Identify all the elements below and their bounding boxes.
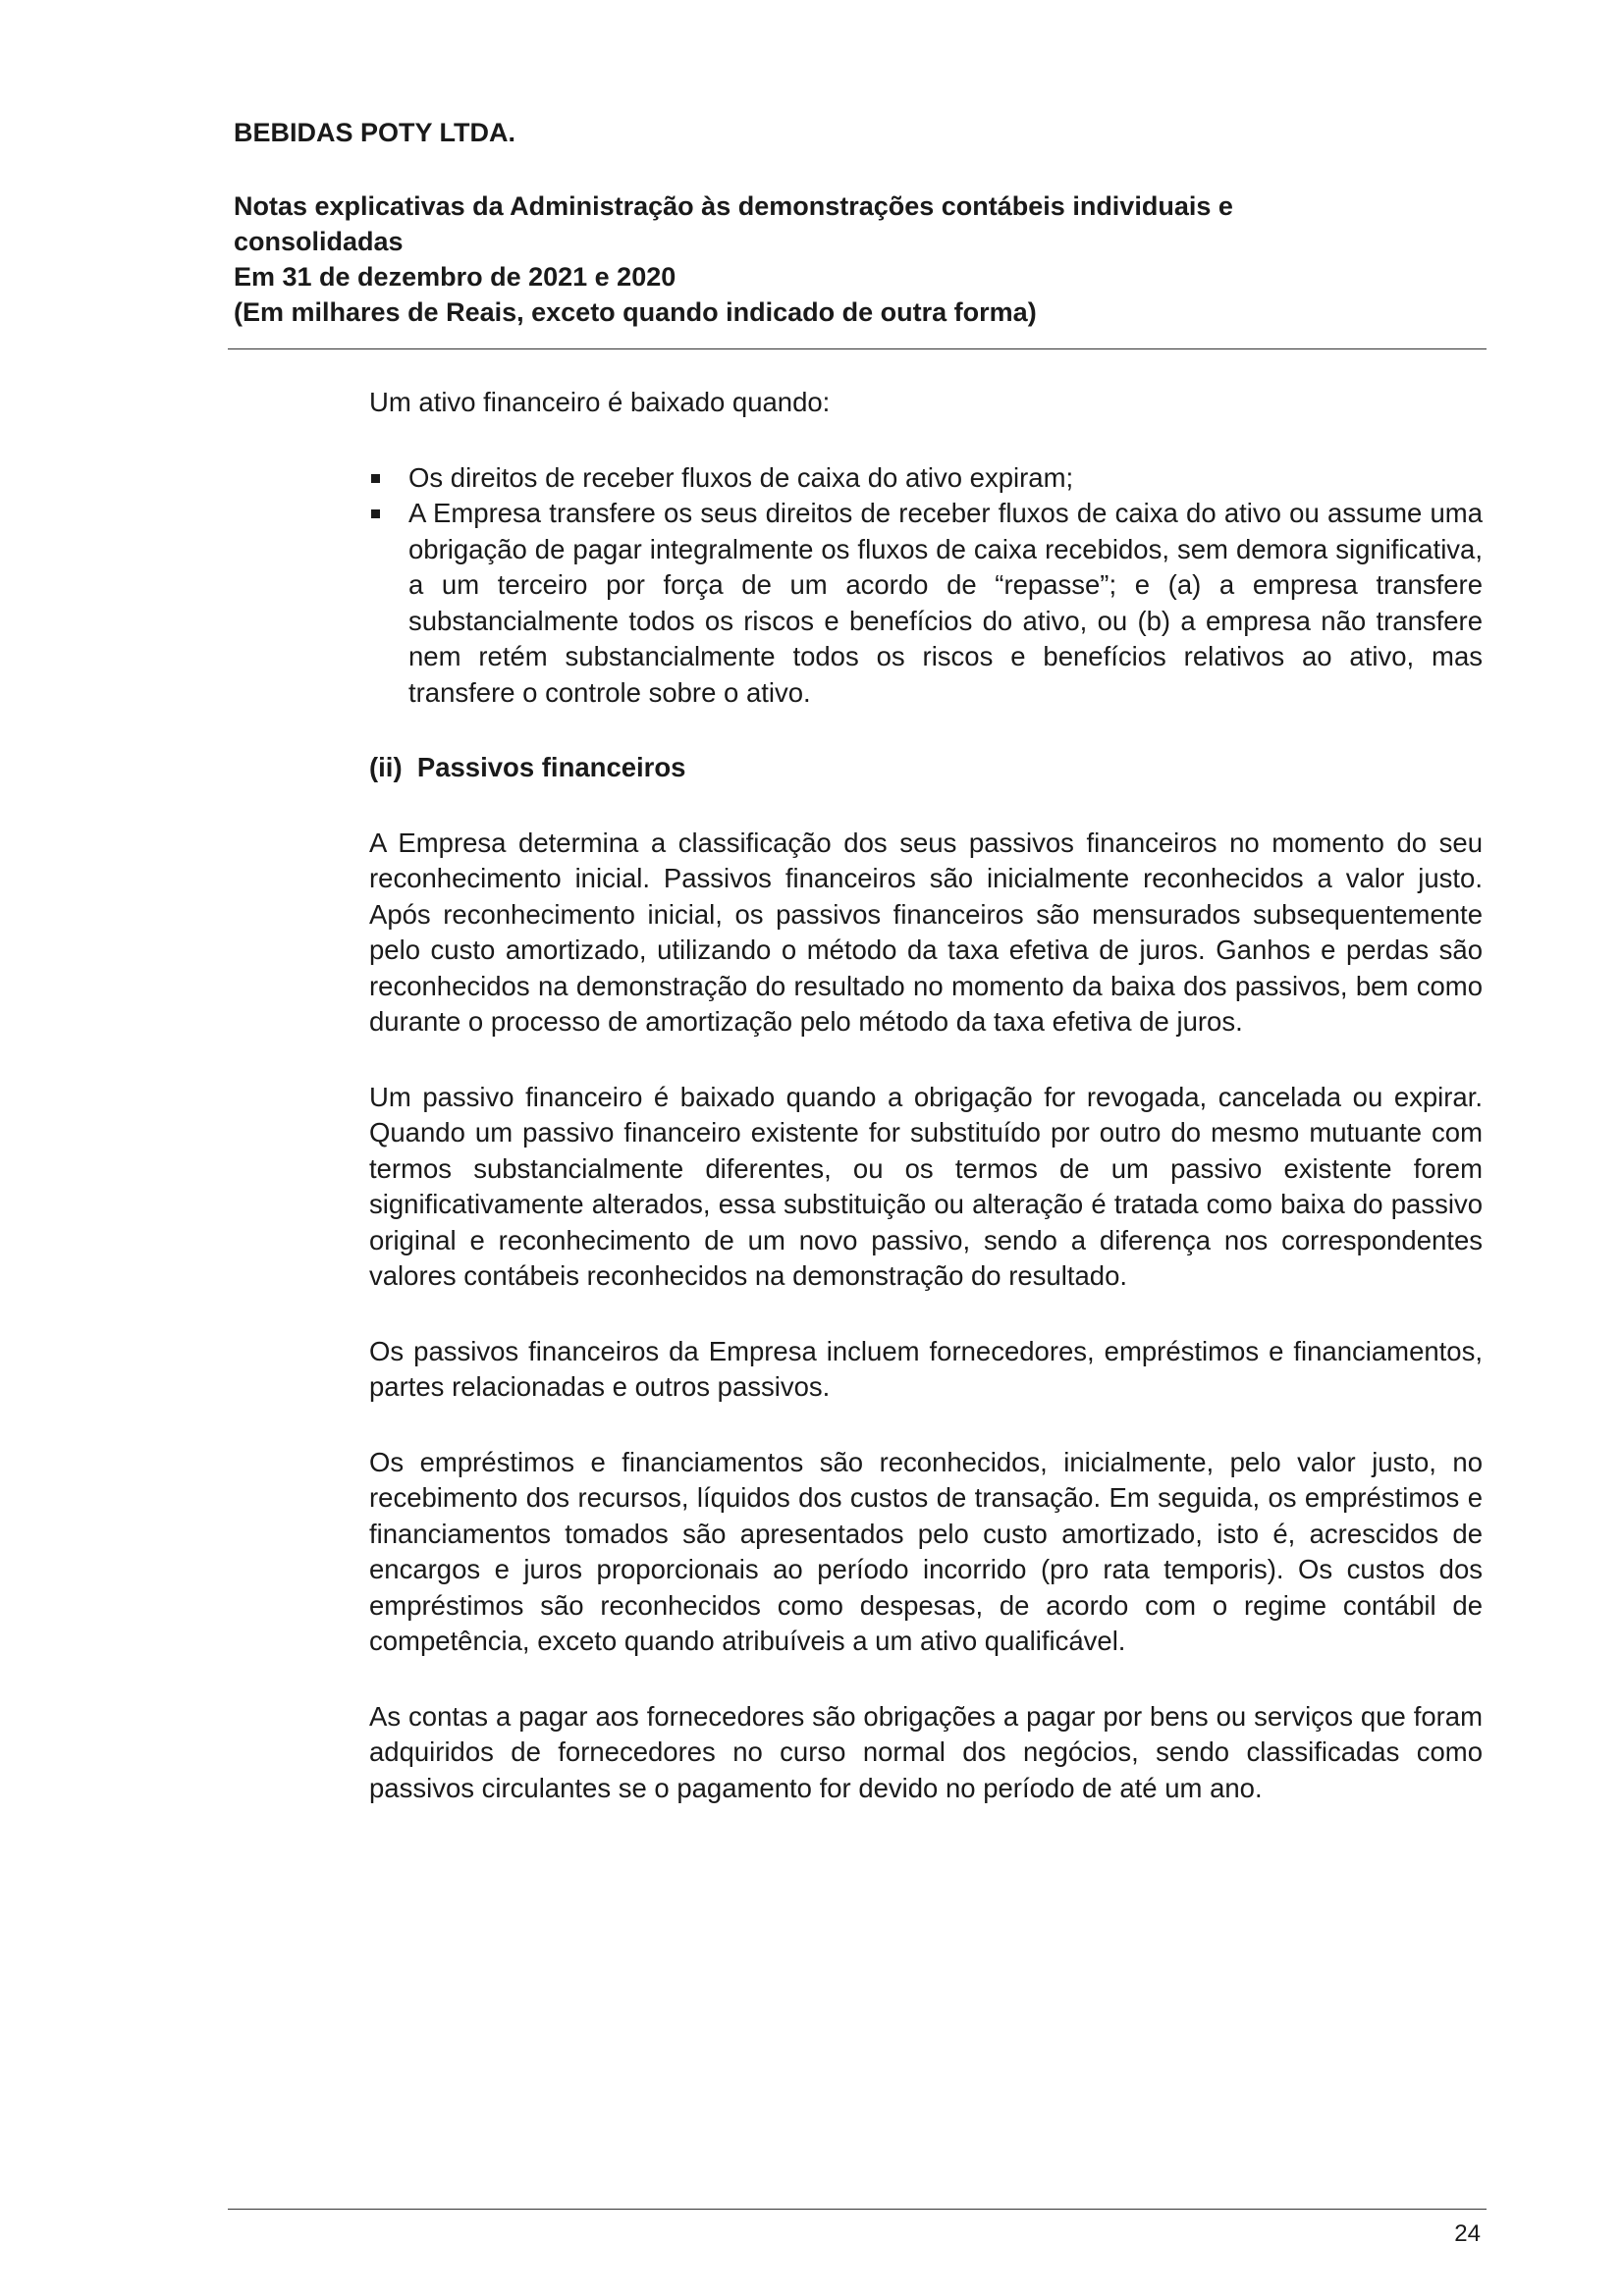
paragraph: A Empresa determina a classificação dos seus passivos financeiros no momento do seu reconhecimento inicial. Passivos financeiros são inicialmente reconhecidos a valor justo. Após reconhecimento inicial, os passivos financeiros são mensurados subsequentemente pelo custo amortizado, utilizando o método da taxa efetiva de juros. Ganhos e perdas são reconhecidos na demonstração do resultado no momento da baixa dos passivos, bem como durante o processo de amortização pelo método da taxa efetiva de juros.	[369, 827, 1483, 1037]
document-title-line-2: consolidadas	[234, 227, 404, 256]
paragraph: Um passivo financeiro é baixado quando a obrigação for revogada, cancelada ou expirar. Quando um passivo financeiro existente for substituído por outro do mesmo mutuante com termos substancialmente diferentes, ou os termos de um passivo existente forem significativamente alterados, essa substituição ou alteração é tratada como baixa do passivo original e reconhecimento de um novo passivo, sendo a diferença nos correspondentes valores contábeis reconhecidos na demonstração do resultado.	[369, 1081, 1483, 1291]
list-item-text: A Empresa transfere os seus direitos de receber fluxos de caixa do ativo ou assume uma obrigação de pagar integralmente os fluxos de caixa recebidos, sem demora significativa, a um terceiro por força de um acordo de “repasse”; e (a) a empresa transfere substancialmente todos os riscos e benefícios do ativo, ou (b) a empresa não transfere nem retém substancialmente todos os riscos e benefícios relativos ao ativo, mas transfere o controle sobre o ativo.	[408, 498, 1483, 708]
list-item	[369, 460, 1483, 497]
paragraph: As contas a pagar aos fornecedores são obrigações a pagar por bens ou serviços que foram adquiridos de fornecedores no curso normal dos negócios, sendo classificadas como passivos circulantes se o pagamento for devido no período de até um ano.	[369, 1700, 1483, 1803]
page-header	[234, 116, 1481, 330]
paragraph: Os empréstimos e financiamentos são reconhecidos, inicialmente, pelo valor justo, no recebimento dos recursos, líquidos dos custos de transação. Em seguida, os empréstimos e financiamentos tomados são apresentados pelo custo amortizado, isto é, acrescidos de encargos e juros proporcionais ao período incorrido (pro rata temporis). Os custos dos empréstimos são reconhecidos como despesas, de acordo com o regime contábil de competência, exceto quando atribuíveis a um ativo qualificável.	[369, 1446, 1483, 1656]
list-item	[369, 496, 1483, 711]
document-title-line-1: Notas explicativas da Administração às demonstrações contábeis individuais e	[234, 191, 1233, 221]
spacer	[369, 421, 1483, 460]
footer-divider	[228, 2209, 1487, 2210]
spacer	[369, 1406, 1483, 1445]
spacer	[369, 711, 1483, 750]
header-divider	[228, 348, 1487, 349]
square-bullet-icon	[371, 509, 380, 518]
report-date: Em 31 de dezembro de 2021 e 2020	[234, 262, 676, 292]
spacer	[369, 1041, 1483, 1080]
intro-paragraph: Um ativo financeiro é baixado quando:	[369, 387, 831, 417]
square-bullet-icon	[371, 474, 380, 483]
paragraph: Os passivos financeiros da Empresa incluem fornecedores, empréstimos e financiamentos, partes relacionadas e outros passivos.	[369, 1335, 1483, 1402]
company-name: BEBIDAS POTY LTDA.	[234, 118, 516, 147]
list-item-text: Os direitos de receber fluxos de caixa do ativo expiram;	[408, 461, 1074, 493]
page-body	[369, 385, 1483, 1806]
spacer	[369, 1295, 1483, 1334]
section-subheading: (ii) Passivos financeiros	[369, 752, 686, 782]
spacer	[369, 1660, 1483, 1699]
page-number: 24	[1454, 2220, 1481, 2247]
currency-note: (Em milhares de Reais, exceto quando indicado de outra forma)	[234, 297, 1037, 327]
derecognition-conditions-list	[369, 460, 1483, 712]
spacer	[369, 786, 1483, 826]
